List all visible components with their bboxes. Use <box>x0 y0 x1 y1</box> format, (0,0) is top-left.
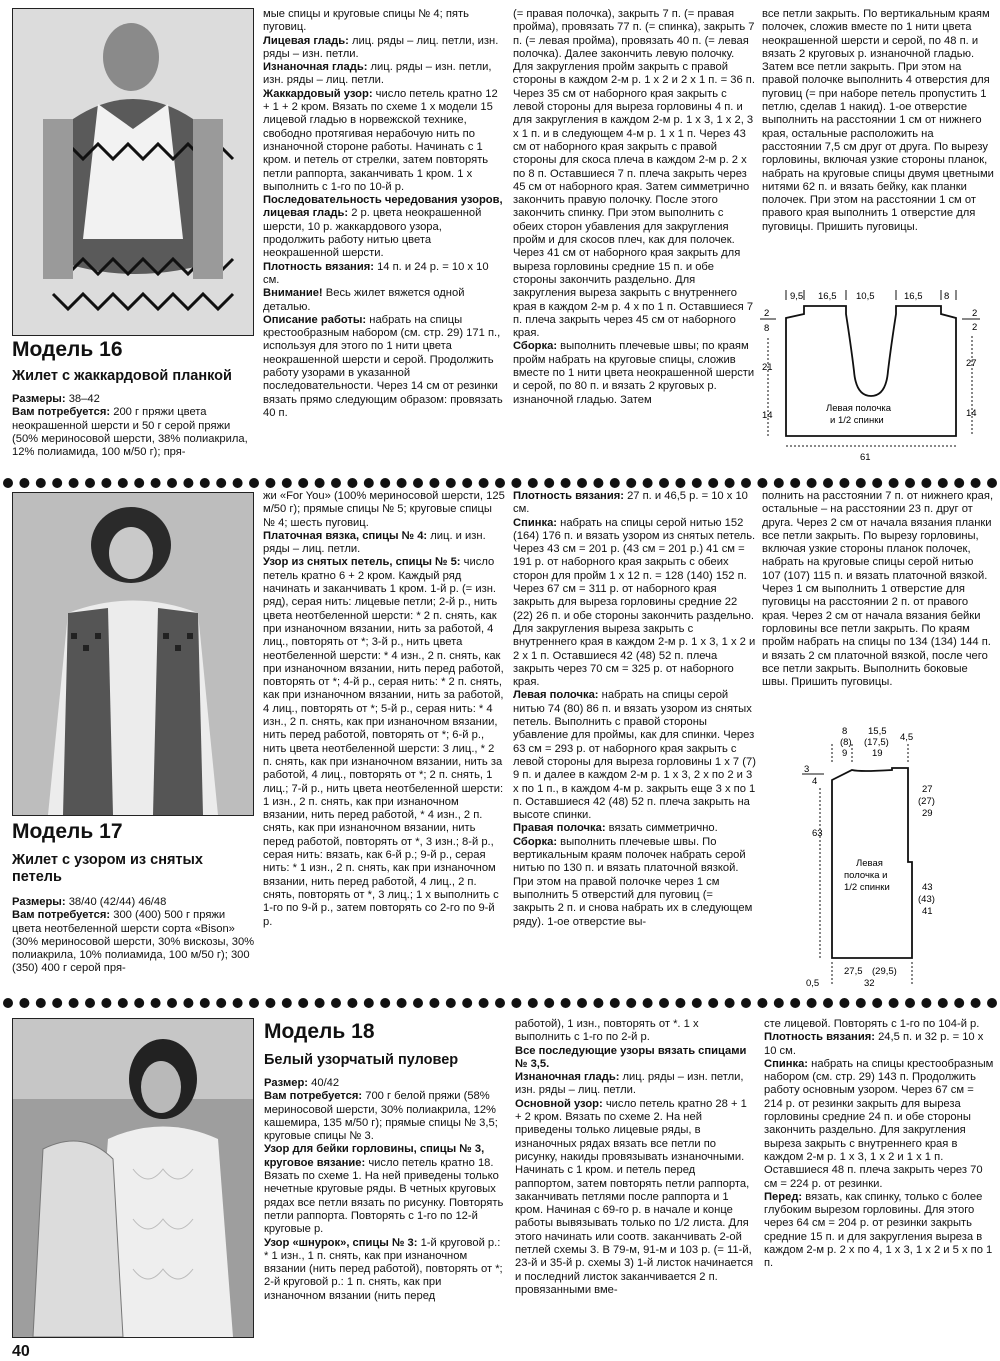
divider-dot <box>233 478 243 488</box>
divider-dot <box>774 998 784 1008</box>
divider-dot <box>807 478 817 488</box>
dot-row <box>0 996 1000 1010</box>
divider-dot <box>315 478 325 488</box>
divider-dot <box>954 478 964 488</box>
divider-dot <box>364 998 374 1008</box>
divider-dot <box>921 998 931 1008</box>
divider-dot <box>905 478 915 488</box>
dim-label: 10,5 <box>856 291 875 302</box>
divider-dot <box>200 998 210 1008</box>
model-17-subtitle: Жилет с узором из снятых петель <box>12 852 203 885</box>
dim-label: (17,5) <box>864 737 889 748</box>
divider-dot <box>889 998 899 1008</box>
divider-dot <box>216 478 226 488</box>
divider-dot <box>446 998 456 1008</box>
schematic-label: полочка и <box>844 870 888 881</box>
intro-para: Вам потребуется: 200 г пряжи цвета неокрашенной шерсти и 50 г серой пряжи (50% мериносовой шерсти, 38% полиакрила, 12% полиамида, 100 м/50 г); пря- <box>12 406 248 459</box>
divider-dot <box>429 998 439 1008</box>
divider-dot <box>462 478 472 488</box>
divider-dot <box>347 998 357 1008</box>
dim-label: 4 <box>812 776 818 787</box>
divider-dot <box>528 478 538 488</box>
model-16-intro <box>12 393 257 473</box>
divider-dot <box>938 478 948 488</box>
divider-dot <box>167 998 177 1008</box>
divider-dot <box>725 478 735 488</box>
divider-dot <box>298 998 308 1008</box>
dim-label: 2 <box>764 308 770 319</box>
divider-dot <box>987 998 997 1008</box>
divider-dot <box>790 478 800 488</box>
divider-dot <box>643 478 653 488</box>
dim-label: 2 <box>972 322 978 333</box>
dim-label: 19 <box>872 748 883 759</box>
divider-dot <box>872 998 882 1008</box>
dim-label: 14 <box>762 410 773 421</box>
section-divider <box>0 996 1000 1010</box>
model-17-column-3: Плотность вязания: 27 п. и 46,5 р. = 10 x 10 см. Спинка: набрать на спицы серой нитью 152 (164) 176 п. и вязать узором из снятых петель. Через 43 см = 201 р. (43 см = 201 р.) 41 см = 191 р. от наборного края закрыть с обеих сторон для пройм 1 x 12 п. = 128 (140) 152 п. Через 67 см = 311 р. от наборного края закрыть для выреза горловины средние 22 (22) 26 п. и обе стороны закончить раздельно. Для закругления выреза закрыть с внутреннего края в каждом 2-м р. 1 x 3, 1 x 2 и 2 x 1 п. Оставшиеся 42 (48) 52 п. плеча закрыть через 70 см = 325 р. от наборного края. Левая полочка: набрать на спицы серой нитью 74 (80) 86 п. и вязать узором из снятых петель. Выполнить с правой стороны убавление для проймы, как для спинки. Через 63 см = 293 р. от наборного края закрыть с левой стороны для выреза горловины 1 x 7 (7) 9 п. и далее в каждом 2-м р. 1 x 3, 2 x по 2 и 3 x по 1 п., в каждом 4-м р. закрыть еще 3 x по 1 п. Оставшиеся 42 (48) 52 п. плеча закрыть на высоте спинки. Правая полочка: вязать симметрично. Сборка: выполнить плечевые швы. По вертикальным краям полочек набрать серой нитью по 130 п. и вязать платочной вязкой. При этом на правой полочке через 1 см выполнить 5 отверстий для пуговиц (= закрыть 2 п. и снова набрать их в следующем ряду). 1-ое отверстие вы- <box>513 490 756 928</box>
dim-label: 16,5 <box>818 291 837 302</box>
model-18-title: Модель 18 <box>264 1020 375 1043</box>
divider-dot <box>823 998 833 1008</box>
divider-dot <box>118 478 128 488</box>
model-16-subtitle: Жилет с жаккардовой планкой <box>12 368 232 384</box>
divider-dot <box>643 998 653 1008</box>
divider-dot <box>249 478 259 488</box>
divider-dot <box>593 478 603 488</box>
divider-dot <box>151 478 161 488</box>
divider-dot <box>708 998 718 1008</box>
divider-dot <box>331 998 341 1008</box>
divider-dot <box>495 998 505 1008</box>
model-16-column-4: все петли закрыть. По вертикальным краям полочек, сложив вместе по 1 нити цвета неокрашенной шерсти и серой, по 48 п. и вязать 2 круговых р. изнаночной гладью. Затем все петли закрыть. При этом на правой полочке выполнить 4 отверстия для пуговиц (= при наборе петель пропустить 1 петлю, сделав 1 накид). 1-ое отверстие выполнить на расстоянии 1 см от нижнего края, остальные расположить на расстоянии 7,5 см друг от друга. По вырезу горловины, включая узкие стороны планок, набрать на круговые спицы двумя цветными нитями 62 п. и вязать бейку, как планки полочек. При этом на расстоянии 1 см от правого края выполнить 1 отверстие для пуговицы. Пришить пуговицы. <box>762 8 994 233</box>
divider-dot <box>397 478 407 488</box>
dim-label: 27,5 <box>844 966 863 977</box>
divider-dot <box>397 998 407 1008</box>
divider-dot <box>85 478 95 488</box>
model-16-title: Модель 16 <box>12 338 123 361</box>
dim-label: (27) <box>918 796 935 807</box>
model-16-photo <box>12 8 254 336</box>
dim-label: 27 <box>966 358 977 369</box>
model-16-column-2: мые спицы и круговые спицы № 4; пять пуговиц. Лицевая гладь: лиц. ряды – лиц. петли, изн. ряды – изн. петли. Изнаночная гладь: лиц. ряды – изн. петли, изн. ряды – лиц. петли. Жаккардовый узор: число петель кратно 12 + 1 + 2 кром. Вязать по схеме 1 x модели 15 лицевой гладью в норвежской технике, свободно протягивая нерабочую нить по изнаночной стороне работы. Начинать с 1 кром. и петель от стрелки, затем повторять петли раппорта, заканчивать 1 кром. 1 x выполнить с 1-го по 10-й р. Последовательность чередования узоров, лицевая гладь: 2 р. цвета неокрашенной шерсти, 10 р. жаккардового узора, продолжить работу нитью цвета неокрашенной шерсти. Плотность вязания: 14 п. и 24 р. = 10 x 10 см. Внимание! Весь жилет вяжется одной деталью. Описание работы: набрать на спицы крестообразным набором (см. стр. 29) 171 п., используя для этого по 1 нити цвета неокрашенной шерсти и серой. Продолжить работу узорами в указанной последовательности. Через 14 см от резинки вязать прямо следующим образом: провязать 40 п. <box>263 8 503 419</box>
divider-dot <box>528 998 538 1008</box>
dim-label: (8) <box>840 737 852 748</box>
divider-dot <box>725 998 735 1008</box>
divider-dot <box>462 998 472 1008</box>
dim-label: 8 <box>764 323 770 334</box>
divider-dot <box>610 478 620 488</box>
divider-dot <box>856 998 866 1008</box>
schematic-label: 1/2 спинки <box>844 882 890 893</box>
dim-label: 41 <box>922 906 933 917</box>
dim-label: 0,5 <box>806 978 820 989</box>
divider-dot <box>823 478 833 488</box>
dim-label: 9 <box>842 748 848 759</box>
dim-label: 21 <box>762 362 773 373</box>
dim-label: 43 <box>922 882 933 893</box>
dim-label: 27 <box>922 784 933 795</box>
model-18-column-4: сте лицевой. Повторять с 1-го по 104-й р. Плотность вязания: 24,5 п. и 32 р. = 10 x 10 см. Спинка: набрать на спицы крестообразным набором (см. стр. 29) 143 п. Продолжить работу основным узором. Через 67 см = 214 р. от резинки закрыть для выреза горловины средние 24 п. и обе стороны закончить раздельно. Для закругления выреза закрыть с внутреннего края в каждом 2-м р. 1 x 3, 1 x 2 и 1 x 1 п. Оставшиеся 48 п. плеча закрыть через 70 см = 224 р. от резинки. Перед: вязать, как спинку, только с более глубоким вырезом горловины. Для этого через 64 см = 204 р. от резинки закрыть средние 15 п. и для закругления выреза в каждом 2-м р. 2 x по 4, 1 x 3, 1 x 2 и 5 x по 1 п. <box>764 1018 994 1270</box>
divider-dot <box>69 478 79 488</box>
divider-dot <box>249 998 259 1008</box>
divider-dot <box>675 478 685 488</box>
divider-dot <box>265 998 275 1008</box>
dim-label: 4,5 <box>900 732 914 743</box>
divider-dot <box>298 478 308 488</box>
model-18-subtitle: Белый узорчатый пуловер <box>264 1052 459 1068</box>
dim-label: 32 <box>864 978 875 989</box>
divider-dot <box>52 478 62 488</box>
divider-dot <box>872 478 882 488</box>
divider-dot <box>364 478 374 488</box>
divider-dot <box>610 998 620 1008</box>
divider-dot <box>429 478 439 488</box>
divider-dot <box>315 998 325 1008</box>
section-divider <box>0 476 1000 490</box>
divider-dot <box>626 478 636 488</box>
divider-dot <box>134 478 144 488</box>
divider-dot <box>331 478 341 488</box>
divider-dot <box>3 478 13 488</box>
divider-dot <box>36 998 46 1008</box>
divider-dot <box>971 998 981 1008</box>
divider-dot <box>708 478 718 488</box>
divider-dot <box>692 998 702 1008</box>
model-17-title: Модель 17 <box>12 820 123 843</box>
divider-dot <box>757 998 767 1008</box>
model-17-column-4: полнить на расстоянии 7 п. от нижнего края, остальные – на расстоянии 23 п. друг от друга. Через 2 см от начала вязания планки все петли закрыть. По вырезу горловины, включая узкие стороны планок полочек, набрать на круговые спицы серой нитью 107 (107) 115 п. и вязать платочной вязкой. Через 1 см выполнить 1 отверстие для пуговицы на расстоянии 2 п. от правого края. Через 2 см от начала вязания бейки горловины все петли закрыть. По краям пройм набрать на спицы по 134 (134) 144 п. и вязать 2 см платочной вязкой, после чего все петли закрыть. Выполнить боковые швы. Пришить пуговицы. <box>762 490 994 689</box>
dim-label: 16,5 <box>904 291 923 302</box>
divider-dot <box>413 478 423 488</box>
divider-dot <box>265 478 275 488</box>
model-17-photo <box>12 492 254 816</box>
divider-dot <box>659 478 669 488</box>
page-number: 40 <box>12 1343 30 1360</box>
divider-dot <box>561 998 571 1008</box>
model-16-column-3: (= правая полочка), закрыть 7 п. (= правая пройма), провязать 77 п. (= спинка), закрыть 7 п. (= левая пройма), провязать 40 п. (= левая полочка). Далее закончить левую полочку. Для закругления пройм закрыть с правой стороны в каждом 2-м р. 1 x 2 и 2 x 1 п. = 36 п. Через 35 см от наборного края закрыть с левой стороны для выреза горловины 4 п. и для закругления в каждом 2-м р. 1 x 3, 1 x 2, 3 x 1 п. и в следующем 4-м р. 1 x 1 п. Через 43 см от наборного края закрыть с правой стороны для скоса плеча в каждом 2-м р. 2 x по 8 п. Оставшиеся 7 п. плеча закрыть через 45 см от наборного края. Затем симметрично закончить правую полочку. После этого закончить спинку. При этом выполнить с обеих сторон убавления для закругления пройм и для скосов плеч, как для полочек. Через 41 см от наборного края закрыть для выреза горловины средние 15 п. и обе стороны закончить раздельно. Для закругления выреза закрыть с внутреннего края в каждом 2-м р. 4 x по 1 п. Оставшиеся 7 п. плеча закрыть через 45 см от наборного края. Сборка: выполнить плечевые швы; по краям пройм набрать на круговые спицы, сложив вместе по 1 нити цвета неокрашенной шерсти и серой, по 80 п. и вязать 2 круговых р. изнаночной гладью. Затем <box>513 8 755 406</box>
divider-dot <box>839 998 849 1008</box>
model-16-schematic <box>756 286 996 466</box>
model-18-column-2: Размер: 40/42 Вам потребуется: 700 г белой пряжи (58% мериносовой шерсти, 30% полиакрила, 12% кашемира, 135 м/50 г); прямые спицы № 3,5; круговые спицы № 3. Узор для бейки горловины, спицы № 3, круговое вязание: число петель кратно 18. Вязать по схеме 1. На ней приведены только нечетные круговые ряды. В четных круговых рядах все петли вязать по рисунку. Повторять петли раппорта. Повторять с 1-го по 12-й круговые р. Узор «шнурок», спицы № 3: 1-й круговой р.: * 1 изн., 1 п. снять, как при изнаночном вязании (нить перед работой), повторять от *; 2-й круговой р.: 1 п. снять, как при изнаночном вязании (нить перед <box>264 1077 504 1302</box>
dim-label: 8 <box>944 291 950 302</box>
dim-label: 3 <box>804 764 810 775</box>
divider-dot <box>479 998 489 1008</box>
divider-dot <box>659 998 669 1008</box>
divider-dot <box>101 478 111 488</box>
divider-dot <box>134 998 144 1008</box>
dim-label: 9,5 <box>790 291 804 302</box>
divider-dot <box>987 478 997 488</box>
divider-dot <box>511 478 521 488</box>
divider-dot <box>183 478 193 488</box>
divider-dot <box>200 478 210 488</box>
divider-dot <box>413 998 423 1008</box>
divider-dot <box>807 998 817 1008</box>
model-18-photo <box>12 1018 254 1338</box>
divider-dot <box>380 478 390 488</box>
divider-dot <box>741 478 751 488</box>
divider-dot <box>675 998 685 1008</box>
schematic-label: Левая <box>856 858 883 869</box>
divider-dot <box>69 998 79 1008</box>
schematic-label: Левая полочка <box>826 403 892 414</box>
model-17-schematic <box>800 722 996 990</box>
divider-dot <box>561 478 571 488</box>
divider-dot <box>626 998 636 1008</box>
intro-para: Размеры: 38–42 <box>12 393 100 405</box>
divider-dot <box>741 998 751 1008</box>
divider-dot <box>921 478 931 488</box>
divider-dot <box>544 998 554 1008</box>
dim-label: 8 <box>842 726 848 737</box>
dim-label: 61 <box>860 452 871 463</box>
divider-dot <box>118 998 128 1008</box>
dot-row <box>0 476 1000 490</box>
divider-dot <box>479 478 489 488</box>
divider-dot <box>511 998 521 1008</box>
dim-label: 2 <box>972 308 978 319</box>
divider-dot <box>577 998 587 1008</box>
divider-dot <box>971 478 981 488</box>
divider-dot <box>3 998 13 1008</box>
dim-label: 63 <box>812 828 823 839</box>
divider-dot <box>151 998 161 1008</box>
divider-dot <box>19 998 29 1008</box>
divider-dot <box>233 998 243 1008</box>
divider-dot <box>593 998 603 1008</box>
divider-dot <box>839 478 849 488</box>
dim-label: (29,5) <box>872 966 897 977</box>
divider-dot <box>577 478 587 488</box>
divider-dot <box>544 478 554 488</box>
model-17-intro: Размеры: 38/40 (42/44) 46/48 Вам потребуется: 300 (400) 500 г пряжи цвета неотбеленной шерсти сорта «Bison» (30% мериносовой шерсти, 30% вискозы, 30% полиакрила, 10% полиамида, 100 м/50 г); 300 (350) 400 г серой пря- <box>12 896 255 975</box>
divider-dot <box>757 478 767 488</box>
divider-dot <box>167 478 177 488</box>
dim-label: 29 <box>922 808 933 819</box>
divider-dot <box>905 998 915 1008</box>
divider-dot <box>282 998 292 1008</box>
model-18-column-3: работой), 1 изн., повторять от *. 1 x выполнить с 1-го по 2-й р. Все последующие узоры вязать спицами № 3,5. Изнаночная гладь: лиц. ряды – изн. петли, изн. ряды – лиц. петли. Основной узор: число петель кратно 28 + 1 + 2 кром. Вязать по схеме 2. На ней приведены только лицевые ряды, в изнаночных рядах вязать все петли по рисунку, накиды провязывать изнаночными. Начинать с 1 кром. и петель перед раппортом, затем повторять петли раппорта, заканчивать петлями после раппорта и 1 кром. Начиная с 69-го р. в начале и конце работы вывязывать только по 1/2 листа. Для этого начинать или соотв. заканчивать 2-ой петлей схемы 3. В 79-м, 91-м и 103 р. (= 11-й, 23-й и 35-й р. схемы 3) 1-й листок начинается и последний листок заканчивается 2 п. провязанными вме- <box>515 1018 754 1296</box>
divider-dot <box>938 998 948 1008</box>
divider-dot <box>954 998 964 1008</box>
divider-dot <box>36 478 46 488</box>
divider-dot <box>101 998 111 1008</box>
divider-dot <box>282 478 292 488</box>
divider-dot <box>216 998 226 1008</box>
divider-dot <box>790 998 800 1008</box>
divider-dot <box>347 478 357 488</box>
divider-dot <box>889 478 899 488</box>
divider-dot <box>183 998 193 1008</box>
schematic-label: и 1/2 спинки <box>830 415 884 426</box>
divider-dot <box>856 478 866 488</box>
divider-dot <box>446 478 456 488</box>
divider-dot <box>495 478 505 488</box>
divider-dot <box>52 998 62 1008</box>
dim-label: 14 <box>966 408 977 419</box>
divider-dot <box>85 998 95 1008</box>
divider-dot <box>19 478 29 488</box>
dim-label: (43) <box>918 894 935 905</box>
model-17-column-2: жи «For You» (100% мериносовой шерсти, 125 м/50 г); прямые спицы № 5; круговые спицы № 4; шесть пуговиц. Платочная вязка, спицы № 4: лиц. и изн. ряды – лиц. петли. Узор из снятых петель, спицы № 5: число петель кратно 6 + 2 кром. Каждый ряд начинать и заканчивать 1 кром. 1-й р. (= изн. ряд), серая нить: лицевые петли; 2-й р., нить цвета неотбеленной шерсти: * 2 п. снять, как при изнаночном вязании, нить за работой, 4 лиц., повторять от *; 3-й р., нить цвета неотбеленной шерсти: * 4 изн., 2 п. снять, как при изнаночном вязании, нить перед работой, повторять от *; 4-й р., серая нить: * 2 п. снять, как при изнаночном вязании, нить за работой, 4 лиц., повторять от *; 5-й р., серая нить: * 4 изн., 2 п. снять, как при изнаночном вязании, нить перед работой, повторять от *; 6-й р., нить цвета неотбеленной шерсти: 3 лиц., * 2 п. снять, как при изнаночном вязании, нить за работой, 4 лиц., повторять от *; 2 п. снять, 1 лиц.; 7-й р., нить цвета неотбеленной шерсти: 1 изн., 2 п. снять, как при изнаночном вязании, нить перед работой, * 4 изн., 2 п. снять, как при изнаночном вязании, нить перед работой, повторять от *, 3 изн.; 8-й р., серая нить: вязать, как 6-й р.; 9-й р., серая нить: * 1 изн., 2 п. снять, как при изнаночном вязании, нить перед работой, 4 лиц., 2 п. снять, повторять от *, 3 лиц.; 1 x выполнить с 1-го по 9-й р., затем повторять со 2-го по 9-й р. <box>263 490 505 928</box>
divider-dot <box>692 478 702 488</box>
divider-dot <box>380 998 390 1008</box>
dim-label: 15,5 <box>868 726 887 737</box>
divider-dot <box>774 478 784 488</box>
